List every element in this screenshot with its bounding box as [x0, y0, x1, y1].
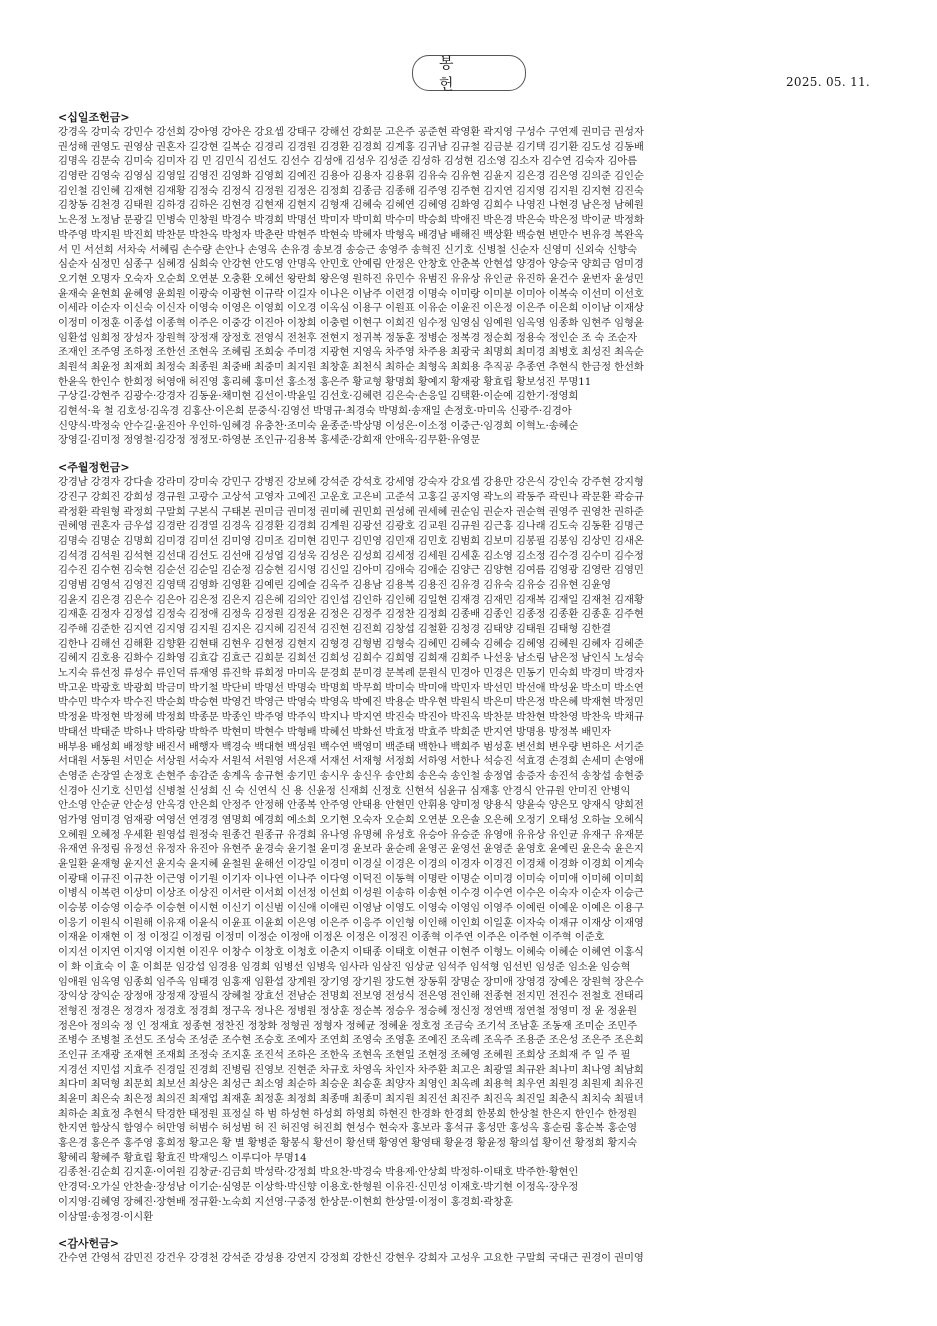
section-title: <주월정헌금>	[58, 461, 130, 475]
donor-name-line: 황혜리 황혜주 황효립 황효진 박재잉스 이루디아 무명14	[58, 1151, 307, 1164]
donor-name-line: 박태선 박태준 박하나 박하랑 박학주 박현미 박현수 박형배 박혜선 박화선 박효정 박효주 박희준 반지연 방명용 방정복 배민자	[58, 725, 611, 738]
page-title: 봉 헌	[439, 54, 480, 93]
donor-name-line: 김영범 김영석 김영진 김영택 김영화 김영환 김예린 김예슬 김옥주 김용남 김용복 김용진 김유경 김유숙 김유승 김유현 김윤영	[58, 578, 611, 591]
offering-section	[58, 1236, 888, 1266]
donor-name-line: 임애원 임옥영 임종희 임주옥 임태경 임홍재 임환섭 장계원 장기영 장기원 장도현 장동휘 장명순 장미애 장영경 장예은 장원혁 장은수	[58, 975, 644, 988]
donor-name-line: 한지연 함상식 함영수 허만영 허범수 허성범 허 진 허진영 허진희 현성수 현숙자 홍보라 홍석규 홍성만 홍성옥 홍순림 홍순복 홍순영	[58, 1122, 637, 1135]
donor-name-line: 강진구 강희진 강희성 경규원 고광수 고상석 고영자 고예진 고운호 고은비 고준석 고홍길 공지영 곽노의 곽동주 곽린나 곽문환 곽승규	[58, 490, 644, 503]
donor-name-line: 김명옥 김문숙 김미숙 김미자 김 민 김민식 김선도 김선수 김성애 김성우 김성준 김성하 김성현 김소영 김소자 김수연 김숙자 김아름	[58, 155, 637, 168]
donor-name-line: 김수진 김수현 김숙현 김순선 김순일 김순정 김승현 김시영 김신일 김아미 김애숙 김애순 김양근 김양현 김여름 김영광 김영란 김영민	[58, 564, 644, 577]
donor-name-line: 김혜지 김호용 김화수 김화영 김효갑 김효근 김희문 김희선 김희성 김희수 김희영 김희재 김희주 나선웅 남소림 남은정 남인식 노성숙	[58, 652, 644, 665]
donor-name-line: 홍은경 홍은주 홍주영 홍희정 황고은 황 별 황병준 황봉식 황선이 황선택 황영연 황영태 황윤경 황윤정 황의섭 황이선 황정희 황지숙	[58, 1137, 637, 1150]
donor-name-line: 이응기 이원식 이원해 이유재 이윤식 이윤표 이윤희 이은영 이은주 이응주 이인형 이인해 이인희 이일훈 이자숙 이재규 이재상 이재영	[58, 916, 644, 929]
donor-name-line: 서대원 서동원 서민순 서상원 서숙자 서원석 서원영 서은재 서재선 서재형 서정희 서하영 서한나 석승진 석효경 손경희 손세미 손영애	[58, 755, 644, 768]
donor-name-line: 오혜원 오혜정 우세환 원영섭 원정숙 원종건 원종규 유경희 유나영 유명혜 유성호 유승아 유승준 유영애 유유상 유인균 유재구 유재문	[58, 828, 644, 841]
section-title: <십일조헌금>	[58, 111, 130, 124]
donor-name-line: 이지영·김혜영 장혜진·장현배 정규환·노숙희 지선영·구중정 한상문·이현희 한상열·이정이 홍경희·곽창훈	[58, 1195, 513, 1208]
donor-name-line: 권성해 권영도 권영삼 권혼자 길강현 길복순 김경리 김경원 김경환 김경희 김계홍 김귀남 김규철 김금분 김기택 김기환 김도성 김동배	[58, 140, 644, 153]
donor-name-line: 엄가영 엄미경 엄재광 여영선 연경경 염명희 예경희 예소희 오기현 오숙자 오순희 오연분 오은솔 오은혜 오정기 오태성 오하늘 오혜식	[58, 813, 644, 826]
donor-name-line: 김영란 김영숙 김영심 김영일 김영진 김영화 김영희 김예진 김용아 김용자 김용휘 김유숙 김유현 김윤지 김은경 김은영 김의준 김인순	[58, 170, 644, 183]
donor-name-line: 조인규 조재광 조재현 조재희 조정숙 조지훈 조진석 조하은 조한옥 조현옥 조현일 조현정 조혜영 조혜원 조희상 조희재 주 일 주 필	[58, 1048, 631, 1061]
donor-name-line: 김명숙 김명순 김명희 김미경 김미선 김미영 김미조 김미현 김민구 김민영 김민재 김민호 김범희 김보미 김봉필 김봉임 김상민 김새온	[58, 534, 644, 547]
donor-name-line: 간수연 간영석 감민진 강건우 강경천 강석준 강성용 강연지 강정희 강한신 강현우 강희자 고성우 고요한 구말희 국대근 권경이 권미영	[58, 1252, 644, 1265]
donor-name-line: 노은정 노정남 문광길 민병숙 민창원 박경수 박경희 박명선 박미자 박미희 박수미 박승희 박애진 박은경 박은숙 박은정 박이균 박정화	[58, 214, 644, 227]
donor-name-line: 노지숙 류선정 류성수 류인덕 류재영 류진학 류희정 마미옥 문경희 문미경 문복례 문원식 민경아 민경은 민동기 민숙희 박경미 박경자	[58, 667, 644, 680]
donor-name-line: 김윤지 김은경 김은수 김은아 김은정 김은지 김은혜 김의안 김인섭 김인하 김인혜 김일현 김재경 김재민 김재복 김재일 김재천 김재황	[58, 593, 644, 606]
donor-name-line: 배부용 배성희 배정향 배진서 배행자 백경숙 백대현 백성원 백수연 백영미 백준태 백한나 백희주 범성훈 변선희 변우량 변하은 서기준	[58, 740, 644, 753]
section-title: <감사헌금>	[58, 1237, 119, 1251]
donor-name-line: 이세라 이순자 이신숙 이신자 이영숙 이영은 이영희 이오경 이옥심 이용구 이원표 이유순 이윤진 이은정 이은주 이은희 이이남 이재상	[58, 302, 644, 315]
donor-name-line: 임환섭 임희정 장성자 장원혁 장정재 장정호 전영식 전천후 전현지 정귀복 정동훈 정병순 정복경 정순희 정용숙 정인순 조 숙 조순자	[58, 331, 637, 344]
donor-name-line: 박고운 박광호 박광희 박금미 박기철 박단비 박명선 박명숙 박명희 박무희 박미숙 박미애 박민자 박선민 박선애 박성윤 박소미 박소연	[58, 681, 644, 694]
donor-name-line: 강경남 강경자 강다솔 강라미 강미숙 강민구 강병진 강보혜 강석준 강석호 강세영 강숙자 강요셉 강용만 강은식 강인숙 강주현 강지형	[58, 476, 644, 489]
donor-name-line: 조병수 조병철 조선도 조성숙 조성준 조수현 조승호 조예자 조연희 조영숙 조영훈 조예진 조옥례 조옥주 조용준 조은성 조은주 조은희	[58, 1034, 644, 1047]
donor-name-line: 권혜영 권혼자 금우섭 김경란 김경열 김경옥 김경환 김경희 김계원 김광선 김광호 김교원 김규원 김근홍 김나래 김도숙 김동환 김명근	[58, 520, 644, 533]
title-box	[412, 55, 526, 91]
donor-name-line: 강경옥 강미숙 강민수 강선희 강아영 강아은 강요셉 강태구 강해선 강희문 고은주 공준현 곽영환 곽지영 구성수 구연제 권미금 권성자	[58, 126, 644, 138]
donor-name-line: 신경아 신기호 신민섭 신병철 신성희 신 숙 신연식 신 용 신윤정 신재희 신정호 신현석 심윤규 심재홍 안경식 안규원 안미진 안병익	[58, 784, 631, 797]
donor-name-line: 장영길·김미정 정영철·김강정 정정모·하영분 조인규·김용복 홍세준·강희재 안애옥·김무환·유영문	[58, 434, 481, 447]
donor-name-line: 김창동 김천경 김태원 김하경 김하은 김현경 김현재 김현지 김형재 김혜숙 김혜연 김혜영 김화영 김희수 나영진 나현경 남은정 남혜원	[58, 199, 644, 212]
donor-name-line: 정은아 정의숙 정 인 정재효 정종현 정찬진 정창화 정형권 정형자 정혜균 정혜윤 정호정 조금숙 조기석 조남훈 조동재 조미순 조민주	[58, 1019, 637, 1032]
donor-name-line: 이재윤 이재현 이 정 이정길 이정림 이정미 이정순 이정애 이정온 이정은 이정진 이종혁 이주연 이주은 이주현 이주혁 이준호	[58, 931, 605, 944]
offering-section	[58, 110, 888, 448]
donor-name-line: 신양식·박정숙 안수길·윤진아 우인하·임혜경 유충찬·조미숙 윤종준·박상명 이성은·이소정 이중근·임경희 이혁노·송혜순	[58, 419, 579, 432]
donor-name-line: 김석경 김석원 김석현 김선대 김선도 김선애 김성엽 김성욱 김성은 김성희 김세정 김세원 김세훈 김소영 김소정 김수경 김수미 김수정	[58, 549, 644, 562]
donor-name-line: 김주해 김준한 김지연 김지영 김지원 김지은 김지혜 김진석 김진현 김진희 김창섭 김철환 김청경 김태양 김태원 김태형 김한결	[58, 623, 611, 635]
offering-content	[58, 104, 888, 1278]
donor-name-line: 최윤미 최은숙 최은정 최의진 최재업 최재훈 최정훈 최정희 최종매 최종미 최지원 최진선 최진주 최진옥 최진일 최춘식 최치숙 최필녀	[58, 1093, 644, 1105]
date-label: 2025. 05. 11.	[786, 75, 871, 89]
donor-name-line: 이 화 이효숙 이 훈 이희문 임강섭 임경용 임경희 임병선 임병욱 임사라 임삼진 임상균 임석주 임석형 임선빈 임성준 임소윤 임승혁	[58, 960, 631, 973]
donor-name-line: 윤재숙 윤현희 윤혜영 윤희원 이광숙 이광현 이규락 이길자 이나은 이남주 이련경 이명숙 이미랑 이미분 이미아 이복숙 이선미 이선호	[58, 287, 644, 300]
donor-name-line: 손영준 손장열 손정호 손현주 송감준 송계옥 송규현 송기민 송시우 송신우 송안희 송은숙 송인철 송정엽 송증자 송진석 송창섭 송현중	[58, 769, 644, 782]
donor-name-line: 심순자 심정민 심종구 심혜경 심희숙 안강현 안도영 안명옥 안민호 안예림 안정은 안창호 안춘복 안현섭 양경아 양승국 양희금 엄미경	[58, 258, 644, 271]
donor-name-line: 박정윤 박정현 박정혜 박정희 박종문 박종인 박주영 박주익 박지나 박지연 박진숙 박진아 박진옥 박찬문 박찬현 박찬영 박찬욱 박채규	[58, 711, 644, 724]
donor-name-line: 안소영 안순균 안순성 안옥경 안은희 안정주 안정해 안종복 안주영 안태용 안현민 안휘용 양미정 양용식 양윤숙 양은모 양재식 양희전	[58, 799, 644, 812]
donor-name-line: 김재훈 김정자 김정섭 김정숙 김정애 김정욱 김정원 김정윤 김정은 김정주 김정찬 김정희 김종배 김종인 김종정 김종환 김종훈 김주현	[58, 608, 644, 621]
donor-name-line: 조재인 조주영 조하정 조한선 조현옥 조혜림 조희숭 주미경 지광현 지영옥 차주영 차주용 최광국 최명희 최미경 최병호 최성진 최옥순	[58, 346, 644, 359]
offering-section	[58, 460, 888, 1224]
donor-name-line: 이삼열·송정경·이시환	[58, 1210, 153, 1223]
donor-name-line: 박수민 박수자 박수진 박순희 박승현 박영건 박영근 박영숙 박영옥 박예진 박용순 박우현 박원식 박은미 박은정 박은혜 박재현 박정민	[58, 696, 644, 709]
donor-name-line: 이승봉 이승영 이승주 이승현 이시현 이신기 이신범 이신애 이애린 이영남 이영도 이영숙 이영임 이영주 이예린 이예운 이예은 이용구	[58, 902, 644, 915]
donor-name-line: 안경덕·오가실 안찬솔·장성남 이기순·심영문 이상학·박신향 이용호·한형원 이유진·신민성 이재호·박기현 이정옥·장우정	[58, 1181, 579, 1194]
donor-name-line: 윤일환 윤재형 윤지선 윤지숙 윤지혜 윤철원 윤해선 이강일 이경미 이경실 이경은 이경의 이경자 이경진 이경채 이경화 이경희 이계숙	[58, 858, 644, 870]
donor-name-line: 이광태 이규진 이규찬 이근영 이기원 이기자 이나연 이나주 이다영 이덕진 이동혁 이명란 이명순 이미경 이미숙 이미애 이미혜 이미희	[58, 872, 644, 885]
donor-name-line: 곽정환 곽원형 곽정희 구말희 구본식 구태본 권미금 권미정 권미혜 권민희 권성혜 권세혜 권순임 권순자 권순혁 권영주 권영찬 권하준	[58, 505, 644, 518]
donor-name-line: 장익상 장익순 장정애 장정재 장필식 장혜철 장효선 전남순 전명희 전보영 전성식 전은영 전인해 전종현 전지민 전진수 전철호 전태리	[58, 990, 644, 1003]
donor-name-line: 최원석 최윤정 최재희 최정숙 최종원 최중배 최중미 최지원 최창훈 최천식 최하순 최형옥 최희용 추직공 추종연 추현식 한금정 한선화	[58, 361, 644, 373]
donor-name-line: 김인철 김인혜 김재현 김재황 김정숙 김정식 김정원 김정은 김정희 김종금 김종해 김주영 김주현 김지연 김지영 김지원 김지현 김진숙	[58, 184, 644, 197]
donor-name-line: 이정미 이정훈 이종섭 이종혁 이주은 이중강 이진아 이창희 이충렬 이현구 이희진 임수정 임영심 임예원 임옥영 임종화 임현주 임형윤	[58, 316, 644, 329]
donor-name-line: 김종천·김순희 김지훈·이여원 김창균·김금희 박성락·강정희 박요찬·박경숙 박용제·안상희 박정하·이태호 박주한·황현인	[58, 1166, 579, 1179]
donor-name-line: 김한나 김해선 김해환 김향환 김현태 김현우 김현정 김현지 김형경 김형범 김형숙 김혜민 김혜숙 김혜승 김혜영 김혜원 김혜자 김혜준	[58, 637, 644, 650]
donor-name-line: 유재연 유정림 유정선 유정자 유진아 유현주 윤경숙 윤기철 윤미경 윤보라 윤순례 윤영곤 윤영선 윤영준 윤영호 윤예린 윤은숙 윤은지	[58, 843, 644, 856]
donor-name-line: 오기현 오명자 오숙자 오순희 오연분 오충환 오혜선 왕란희 왕은영 원하진 유민수 유범진 유유상 유인균 유진하 윤건수 윤번자 윤성민	[58, 272, 644, 285]
donor-name-line: 이지선 이지연 이지영 이지현 이진우 이창수 이창호 이청호 이춘지 이태종 이태호 이현규 이현주 이형노 이혜숙 이혜순 이혜연 이홍식	[58, 946, 644, 959]
donor-name-line: 구상길·강현주 김광수·강경자 김동윤·채미현 김선이·박윤일 김선호·김혜련 김은숙·손응일 김택환·이순예 김한기·정영희	[58, 390, 579, 403]
donor-name-line: 서 민 서선희 서차숙 서혜림 손수량 손안나 손영옥 손유경 송보경 송승근 송영주 송혁진 신기호 신병철 신순자 신영미 신외숙 신향숙	[58, 243, 637, 256]
donor-name-line: 최하순 최효정 추현식 탁경한 태정원 표정실 하 범 하성현 하성희 하영희 하현진 한경화 한경희 한봉희 한상철 한은지 한인수 한정원	[58, 1107, 637, 1120]
donor-name-line: 최다미 최덕형 최문희 최보선 최상은 최성근 최소영 최순하 최승운 최승훈 최양자 최영인 최옥례 최용혁 최우연 최원경 최원제 최유진	[58, 1078, 644, 1091]
donor-name-line: 지경선 지민섭 지효주 진경일 진경희 진병림 진영보 진현준 차규호 차영옥 차인자 차주환 최고은 최광열 최규완 최나미 최나영 최남희	[58, 1063, 644, 1076]
donor-name-line: 한윤옥 한인수 한희정 허영애 허진영 홍리혜 홍미선 홍소정 홍은주 황교형 황명희 황예지 황재광 황효립 황보성진 무명11	[58, 375, 592, 388]
donor-name-line: 전형진 정경은 정경자 정경호 정경희 정구옥 정나은 정병원 정상훈 정순복 정승우 정승혜 정신정 정연백 정연철 정영미 정 윤 정윤원	[58, 1004, 637, 1017]
donor-name-line: 이병식 이복련 이상미 이상조 이상진 이서란 이서희 이선정 이선희 이성원 이송하 이송현 이수경 이수연 이수은 이숙자 이순자 이승근	[58, 887, 644, 900]
donor-name-line: 김현석·육 철 김호성·김옥경 김홍산·이은희 문중식·김영선 박명규·최경숙 박명희·송재일 손정호·마미옥 신광주·김경아	[58, 405, 572, 418]
donor-name-line: 박주영 박지원 박진희 박찬문 박찬옥 박청자 박춘란 박현주 박현숙 박혜자 박형옥 배경남 배해진 백상환 백승현 변만수 변유경 복완옥	[58, 228, 644, 241]
